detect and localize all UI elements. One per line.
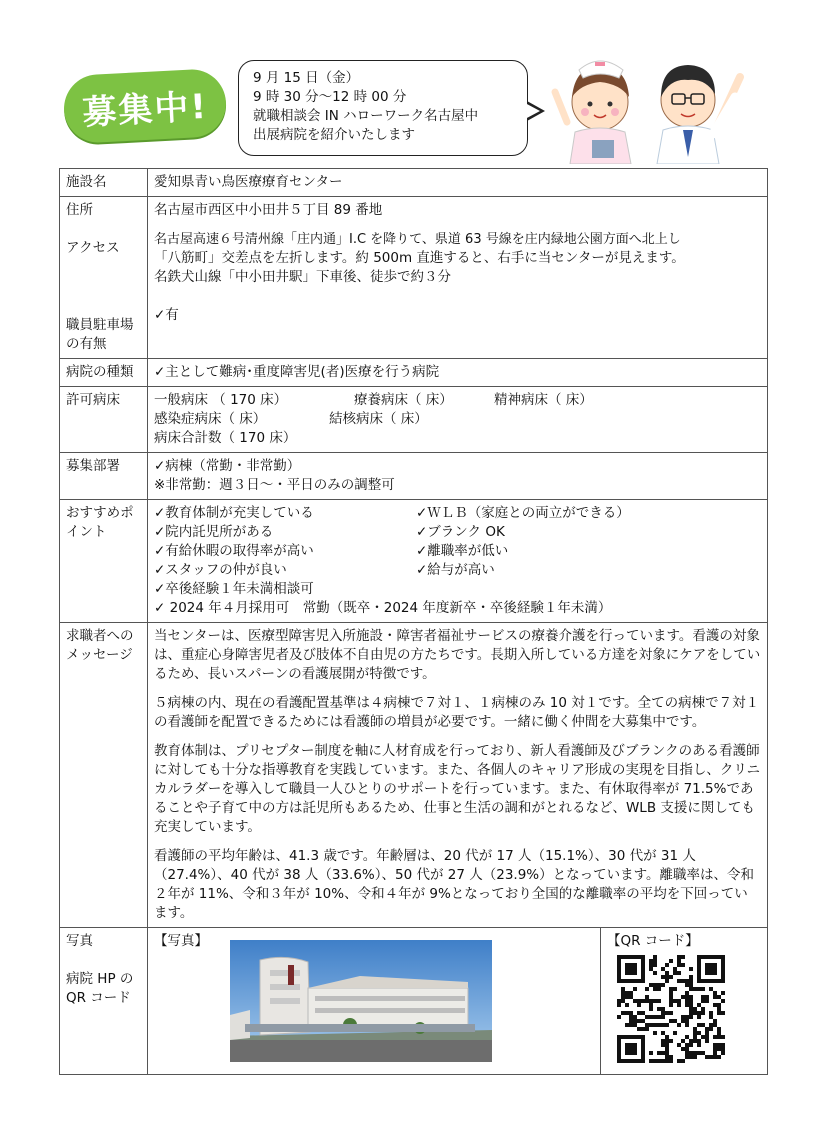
message-label: 求職者へのメッセージ — [60, 623, 148, 928]
photo-title: 【写真】 — [154, 933, 208, 949]
point-right-3: ✓離職率が低い — [416, 543, 509, 559]
photo-qr-cell — [148, 928, 768, 1075]
address-labels — [60, 197, 148, 359]
bubble-intro: 出展病院を紹介いたします — [253, 127, 415, 143]
row-photo — [60, 928, 768, 1075]
points-label: おすすめポイント — [60, 500, 148, 623]
nurse-icon — [555, 61, 631, 164]
info-table — [59, 168, 768, 1075]
row-beds — [60, 387, 768, 453]
beds-values — [148, 387, 768, 453]
access-label: アクセス — [66, 240, 120, 256]
message-paragraph-4: 看護師の平均年齢は、41.3 歳です。年齢層は、20 代が 17 人（15.1%）、30 代が 31 人（27.4%）、40 代が 38 人（33.6%）、50 代が 27 人（23.9%）となっています。離職率は、令和２年が 11%、令和３年が 10%、令和４年が 9%となっており全国的な離職率の平均を下回っています。 — [154, 848, 755, 921]
department-line-1: ✓病棟（常勤・非常勤） — [154, 458, 301, 474]
qr-area — [600, 928, 767, 1074]
department-values — [148, 453, 768, 500]
psychiatric-beds: 精神病床（ 床） — [494, 392, 593, 408]
bubble-event: 就職相談会 IN ハローワーク名古屋中 — [253, 108, 479, 124]
facility-label: 施設名 — [60, 169, 148, 197]
bubble-tail — [527, 101, 545, 121]
total-beds: 病床合計数（ 170 床） — [154, 430, 297, 446]
photo-label: 写真 — [66, 933, 93, 949]
point-right-4: ✓給与が高い — [416, 562, 495, 578]
hospital-qr-code[interactable] — [617, 955, 725, 1063]
row-department — [60, 453, 768, 500]
point-full-2: ✓ 2024 年４月採用可 常勤（既卒・2024 年度新卒・卒後経験１年未満） — [154, 600, 612, 616]
bubble-time: 9 時 30 分～12 時 00 分 — [253, 89, 407, 105]
hospital-photo — [230, 940, 492, 1062]
point-right-2: ✓ブランク OK — [416, 524, 505, 540]
photo-labels — [60, 928, 148, 1075]
facility-value: 愛知県青い鳥医療療育センター — [148, 169, 768, 197]
department-line-2: ※非常勤：週３日～・平日のみの調整可 — [154, 477, 395, 493]
hospital-type-value: ✓主として難病･重度障害児(者)医療を行う病院 — [148, 359, 768, 387]
parking-value: ✓有 — [154, 307, 179, 323]
address-label: 住所 — [66, 202, 93, 218]
point-left-2: ✓院内託児所がある — [154, 524, 274, 540]
beds-label: 許可病床 — [60, 387, 148, 453]
message-values — [148, 623, 768, 928]
message-paragraph-1: 当センターは、医療型障害児入所施設・障害者福祉サービスの療養介護を行っています。看護の対象は、重症心身障害児者及び肢体不自由児の方たちです。長期入所している方達を対象にケアをしているため、長いスパーンの看護展開が特徴です。 — [154, 628, 761, 682]
address-access-values — [148, 197, 768, 359]
message-paragraph-2: ５病棟の内、現在の看護配置基準は４病棟で７対１、１病棟のみ 10 対１です。全ての病棟で７対１の看護師を配置できるためには看護師の増員が必要です。一緒に働く仲間を大募集中です。 — [154, 695, 760, 730]
message-paragraph-3: 教育体制は、プリセプター制度を軸に人材育成を行っており、新人看護師及びブランクのある看護師に対しても十分な指導教育を実践しています。また、各個人のキャリア形成の実現を目指し、クリニカルラダーを導入して職員一人ひとりのサポートを行っています。また、有休取得率が 71.5%であることや子育て中の方は託児所もあるため、仕事と生活の調和がとれるなど、WLB 支援に関しても充実しています。 — [154, 743, 761, 835]
recruiting-badge: 募集中! — [62, 68, 227, 144]
parking-label: 職員駐車場の有無 — [66, 317, 134, 352]
point-full-1: ✓卒後経験１年未満相談可 — [154, 581, 314, 597]
nurse-doctor-illustration — [545, 52, 760, 164]
row-points — [60, 500, 768, 623]
qr-label: 病院 HP の QR コード — [66, 971, 134, 1006]
bubble-date: 9 月 15 日（金） — [253, 70, 360, 86]
hospital-type-label: 病院の種類 — [60, 359, 148, 387]
row-hospital-type — [60, 359, 768, 387]
photo-area — [148, 928, 600, 1074]
infectious-beds: 感染症病床（ 床） — [154, 411, 267, 427]
row-address-access — [60, 197, 768, 359]
points-values — [148, 500, 768, 623]
access-line-2: 「八筋町」交差点を左折します。約 500m 直進すると、右手に当センターが見えます。 — [154, 250, 685, 266]
point-left-3: ✓有給休暇の取得率が高い — [154, 543, 314, 559]
access-line-3: 名鉄犬山線「中小田井駅」下車後、徒歩で約３分 — [154, 269, 451, 285]
point-left-4: ✓スタッフの仲が良い — [154, 562, 287, 578]
row-facility — [60, 169, 768, 197]
qr-title: 【QR コード】 — [607, 933, 699, 949]
department-label: 募集部署 — [60, 453, 148, 500]
general-beds: 一般病床 （ 170 床） — [154, 392, 288, 408]
tuberculosis-beds: 結核病床（ 床） — [329, 411, 428, 427]
recuperation-beds: 療養病床（ 床） — [354, 392, 453, 408]
speech-bubble — [238, 60, 528, 156]
access-line-1: 名古屋高速６号清州線「庄内通」I.C を降りて、県道 63 号線を庄内緑地公園方面へ北上し — [154, 232, 681, 247]
point-right-1: ✓ＷＬＢ（家庭との両立ができる） — [416, 505, 630, 521]
point-left-1: ✓教育体制が充実している — [154, 505, 314, 521]
address-value: 名古屋市西区中小田井５丁目 89 番地 — [154, 202, 383, 218]
row-message — [60, 623, 768, 928]
doctor-icon — [657, 65, 740, 164]
